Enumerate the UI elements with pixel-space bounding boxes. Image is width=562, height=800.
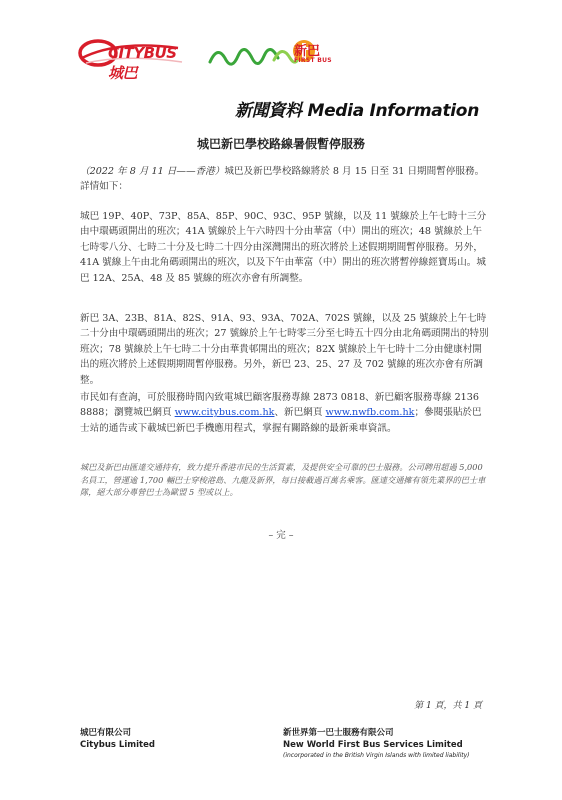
page-number: 第 1 頁，共 1 頁 (414, 701, 482, 711)
citybus-logo-text: CITYBUS城巴 (108, 44, 177, 82)
dateline: （2022 年 8 月 11 日——香港） (80, 166, 225, 177)
footer-nwfb (283, 727, 469, 760)
firstbus-chinese-name: 新巴 (294, 44, 321, 59)
media-information-heading: 新聞資料 Media Information (235, 101, 479, 121)
firstbus-logo (208, 34, 358, 74)
footer-nwfb-zh: 新世界第一巴士服務有限公司 (283, 728, 394, 738)
paragraph-citybus-routes: 城巴 19P、40P、73P、85A、85P、90C、93C、95P 號線，以及 11 號線於上午七時十三分由中環碼頭開出的班次；41A 號線於上午六時四十分由華富（中）開出的班次；48 號線於上午七時零八分、七時二十分及七時二十四分由深灣開出的班次將於上述假期期間暫停服務。另外，41A 號線上午由北角碼頭開出的班次，以及下午由華富（中）開出的班次將暫停線經寶馬山。城巴 12A、25A、48 及 85 號線的班次亦會有所調整。 (80, 211, 487, 284)
paragraph-enquiries (80, 390, 490, 436)
paragraph-intro (80, 164, 490, 195)
end-mark: – 完 – (268, 530, 294, 541)
footer-nwfb-note: (incorporated in the British Virgin Islands with limited liability) (283, 752, 470, 759)
enquiry-text-3: ；參閱張貼於巴士站的通告或下載城巴新巴手機應用程式，掌握有關路線的最新乘車資訊。 (80, 407, 482, 434)
firstbus-english-name: FIRST BUS (294, 57, 332, 64)
footer-citybus-en: Citybus Limited (80, 740, 155, 750)
enquiry-text-1: 市民如有查詢，可於服務時間內致電城巴顧客服務專線 2873 0818、新巴顧客服務專線 2136 8888；瀏覽城巴網頁 (80, 392, 479, 419)
logo-row (78, 36, 498, 82)
footer-citybus (80, 727, 155, 751)
footer-nwfb-en: New World First Bus Services Limited (283, 740, 463, 750)
enquiry-text-2: 、新巴網頁 (274, 407, 326, 419)
citybus-logo (78, 36, 190, 82)
company-boilerplate: 城巴及新巴由匯達交通持有，致力提升香港市民的生活質素，及提供安全可靠的巴士服務。公司聘用超過 5,000 名員工，營運逾 1,700 輛巴士穿梭港島、九龍及新界，每日接載過百萬名乘客。匯達交通擁有領先業界的巴士車隊，絕大部分專營巴士為歐盟 5 型或以上。 (80, 462, 486, 498)
nwfb-website-link[interactable]: www.nwfb.com.hk (325, 407, 415, 419)
paragraph-firstbus-routes: 新巴 3A、23B、81A、82S、91A、93、93A、702A、702S 號線，以及 25 號線於上午七時二十分由中環碼頭開出的班次；27 號線於上午七時零三分至七時五十四分由北角碼頭開出的特別班次；78 號線於上午七時二十分由華貴邨開出的班次；82X 號線於上午七時十二分由健康村開出的班次將於上述假期期間暫停服務。另外，新巴 23、25、27 及 702 號線的班次亦會有所調整。 (80, 313, 489, 386)
firstbus-wave-icon (208, 34, 358, 74)
page-title: 城巴新巴學校路線暑假暫停服務 (196, 137, 365, 151)
footer-citybus-zh: 城巴有限公司 (80, 728, 132, 738)
citybus-website-link[interactable]: www.citybus.com.hk (174, 407, 275, 419)
intro-text: 城巴及新巴學校路線將於 8 月 15 日至 31 日期間暫停服務。詳情如下： (80, 166, 485, 193)
